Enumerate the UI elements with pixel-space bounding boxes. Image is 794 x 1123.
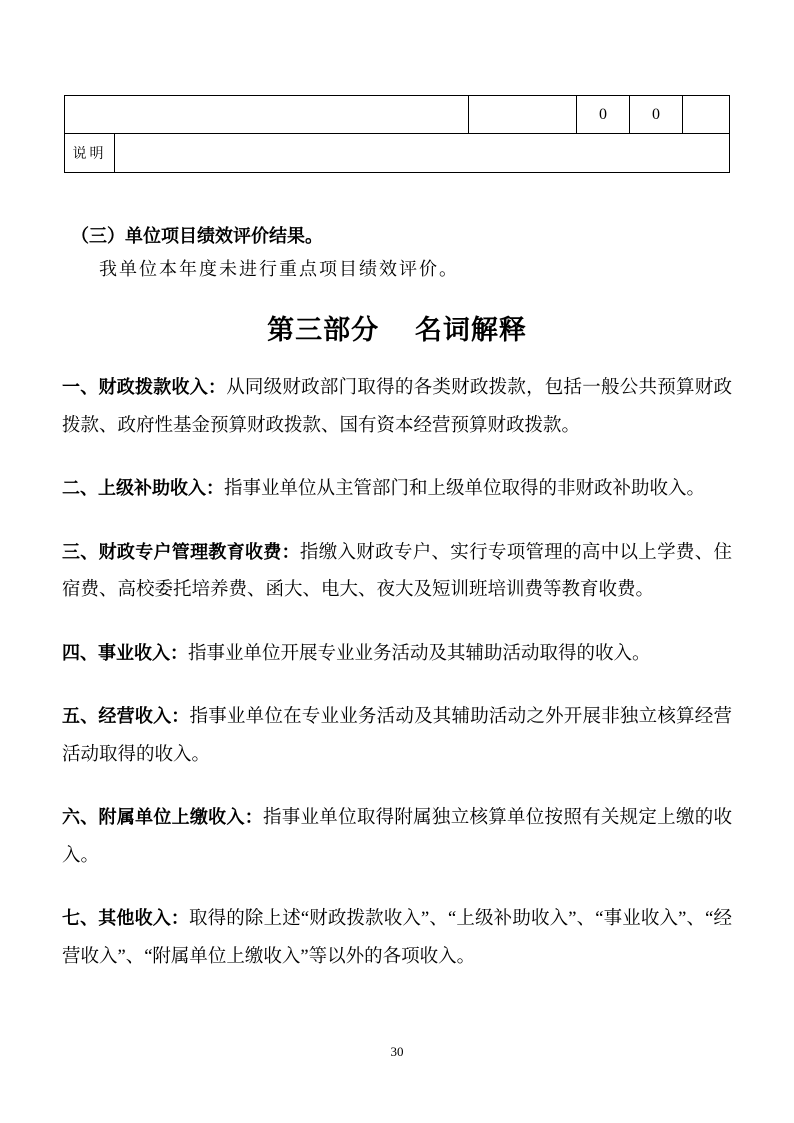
definition-desc: 从同级财政部门取得的各类财政拨款，包括一般公共预算财政拨款、政府性基金预算财政拨款、国有资本经营预算财政拨款。 — [62, 378, 732, 436]
definitions-list — [62, 369, 732, 1001]
definition-desc: 指缴入财政专户、实行专项管理的高中以上学费、住宿费、高校委托培养费、函大、电大、夜大及短训班培训费等教育收费。 — [62, 542, 732, 600]
remark-value-cell — [115, 134, 730, 173]
page-number: 30 — [390, 1044, 404, 1059]
table-cell-empty-narrow — [683, 96, 730, 134]
table-row-values — [65, 96, 730, 134]
definition-term: 四、事业收入： — [62, 642, 188, 663]
definition-term: 二、上级补助收入： — [62, 478, 224, 498]
section-heading: （三）单位项目绩效评价结果。 — [71, 226, 323, 246]
table-row-remark — [65, 134, 730, 173]
definition-item — [62, 799, 732, 875]
definition-desc: 指事业单位开展专业业务活动及其辅助活动取得的收入。 — [188, 643, 651, 664]
definition-desc: 取得的除上述“财政拨款收入”、“上级补助收入”、“事业收入”、“经营收入”、“附属单位上缴收入”等以外的各项收入。 — [62, 909, 733, 967]
definition-item — [62, 369, 732, 445]
section-body-text: 我单位本年度未进行重点项目绩效评价。 — [99, 259, 459, 279]
definition-term: 三、财政专户管理教育收费： — [62, 541, 300, 562]
definition-term: 七、其他收入： — [62, 908, 189, 928]
definition-desc: 指事业单位在专业业务活动及其辅助活动之外开展非独立核算经营活动取得的收入。 — [62, 707, 732, 765]
part-title: 第三部分 名词解释 — [267, 315, 527, 345]
definition-item — [62, 534, 732, 610]
carryover-table — [64, 95, 730, 173]
definition-term: 五、经营收入： — [62, 706, 190, 726]
definition-term: 一、财政拨款收入： — [62, 377, 227, 397]
definition-desc: 指事业单位从主管部门和上级单位取得的非财政补助收入。 — [224, 479, 706, 499]
remark-label-cell: 说明 — [65, 134, 115, 173]
table-cell-value: 0 — [630, 96, 683, 134]
table-cell-value: 0 — [577, 96, 630, 134]
table-cell-empty — [469, 96, 577, 134]
definition-desc: 指事业单位取得附属独立核算单位按照有关规定上缴的收入。 — [62, 808, 732, 866]
table-cell-empty-wide — [65, 96, 469, 134]
definition-item — [62, 698, 732, 774]
definition-item — [62, 470, 732, 509]
definition-item — [62, 635, 732, 674]
definition-term: 六、附属单位上缴收入： — [62, 807, 263, 827]
definition-item — [62, 900, 732, 976]
